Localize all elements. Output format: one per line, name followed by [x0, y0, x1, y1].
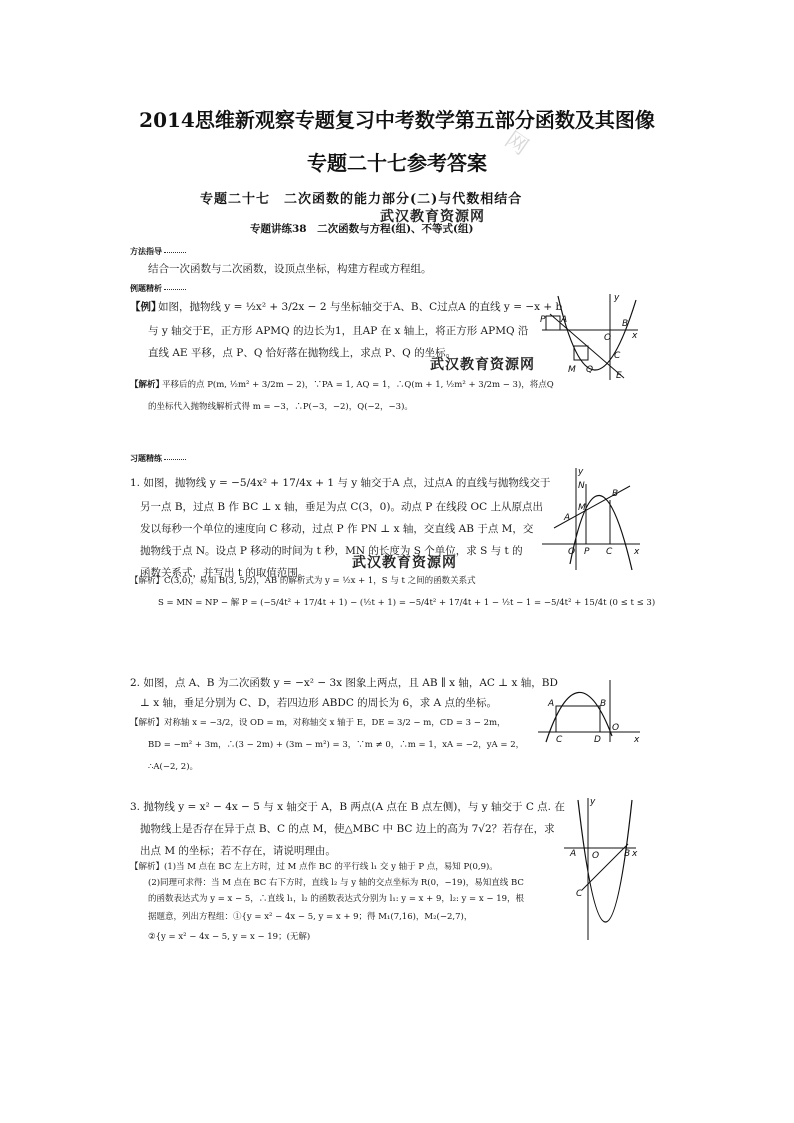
q2-label-A: A [548, 699, 555, 709]
q2-label-O: O [612, 723, 620, 733]
sheet-header: 专题二十七 二次函数的能力部分(二)与代数相结合 [200, 192, 523, 207]
sheet-subheader: 专题讲练38 二次函数与方程(组)、不等式(组) [250, 223, 474, 235]
q2-label-B: B [600, 699, 607, 709]
example-tag: 【例】 [130, 301, 162, 313]
q1-label-B: B [612, 489, 619, 499]
q1-label-P: P [584, 547, 590, 557]
q3-solution-2: (2)同理可求得：当 M 点在 BC 右下方时，直线 l₂ 与 y 轴的交点坐标为 R(0，−19)，易知直线 BC [148, 878, 524, 888]
q1-line-2: 另一点 B，过点 B 作 BC ⊥ x 轴，垂足为点 C(3，0)。动点 P 在线段 OC 上从原点出 [140, 501, 544, 513]
ex-label-A: A [561, 315, 568, 325]
q1-label-x: x [634, 547, 640, 557]
q3-solution-3: 的函数表达式为 y = x − 5，∴直线 l₁，l₂ 的函数表达式分别为 l₁: y = x + 9，l₂: y = x − 19，根 [148, 894, 525, 904]
watermark-stamp: 网 [500, 127, 533, 161]
q3-label-A: A [570, 849, 577, 859]
q2-label-D: D [594, 735, 601, 745]
ex-label-x: x [632, 331, 638, 341]
example-line-3: 直线 AE 平移，点 P、Q 恰好落在抛物线上，求点 P、Q 的坐标。 [148, 347, 457, 359]
q3-line-3: 出点 M 的坐标；若不存在，请说明理由。 [140, 845, 336, 857]
q2-solution-1: 【解析】对称轴 x = −3/2，设 OD = m，对称轴交 x 轴于 E，DE = 3/2 − m，CD = 3 − 2m， [130, 718, 506, 728]
q1-line-4: 抛物线于点 N。设点 P 移动的时间为 t 秒，MN 的长度为 S 个单位，求 S 与 t 的 [140, 545, 523, 557]
example-line-1: 如图，抛物线 y = ½x² + 3/2x − 2 与坐标轴交于A、B、C过点A 的直线 y = −x + b [158, 301, 563, 313]
q3-label-B: B [624, 849, 631, 859]
practice-label: 习题精练 [130, 453, 186, 464]
q1-line-5: 函数关系式，并写出 t 的取值范围。 [140, 567, 309, 579]
ex-label-M: M [568, 365, 576, 375]
watermark-text: 武汉教育资源网 [352, 555, 457, 571]
q3-line-2: 抛物线上是否存在异于点 B、C 的点 M，使△MBC 中 BC 边上的高为 7√2？若存在，求 [140, 823, 555, 835]
example-solution-tag: 【解析】 [130, 380, 165, 390]
q2-line-2: ⊥ x 轴，垂足分别为 C、D，若四边形 ABDC 的周长为 6，求 A 点的坐标。 [140, 697, 497, 709]
ex-label-Q: Q [586, 365, 594, 375]
ex-label-P: P [540, 315, 546, 325]
q3-solution-5: ②{y = x² − 4x − 5, y = x − 19；(无解) [148, 932, 311, 942]
q1-label-C: C [606, 547, 613, 557]
example-label: 例题精析 [130, 283, 186, 294]
q3-label-y: y [590, 797, 596, 807]
ex-label-E: E [616, 371, 622, 381]
q3-label-O: O [592, 851, 600, 861]
q3-solution-4: 据题意，列出方程组：①{y = x² − 4x − 5, y = x + 9；得 M₁(7,16)，M₂(−2,7)， [148, 912, 473, 922]
method-text: 结合一次函数与二次函数，设顶点坐标，构建方程或方程组。 [148, 263, 432, 275]
ex-label-O: O [604, 333, 612, 343]
ex-label-B: B [622, 319, 629, 329]
q3-label-C: C [576, 889, 583, 899]
ex-label-C: C [614, 351, 621, 361]
q2-label-C: C [556, 735, 563, 745]
q3-label-x: x [632, 849, 638, 859]
watermark-text: 武汉教育资源网 [430, 357, 535, 373]
q1-line-3: 发以每秒一个单位的速度向 C 移动，过点 P 作 PN ⊥ x 轴，交直线 AB 于点 M，交 [140, 523, 534, 535]
q1-figure [540, 464, 644, 574]
q3-figure [560, 794, 640, 944]
q1-line-1: 1. 如图，抛物线 y = −5/4x² + 17/4x + 1 与 y 轴交于A 点，过点A 的直线与抛物线交于 [130, 477, 551, 489]
document-subtitle: 专题二十七参考答案 [307, 151, 487, 175]
document-title: 2014思维新观察专题复习中考数学第五部分函数及其图像 [139, 108, 655, 132]
q1-solution-2: S = MN = NP − 解 P = (−5/4t² + 17/4t + 1) − (½t + 1) = −5/4t² + 17/4t + 1 − ½t − 1 = −5/4t² + 15/4t (0 ≤ t ≤ 3) [158, 598, 656, 608]
watermark-text: 武汉教育资源网 [380, 209, 485, 225]
example-figure [540, 292, 640, 382]
example-solution-1: 平移后的点 P(m, ½m² + 3/2m − 2)，∵PA = 1, AQ = 1，∴Q(m + 1, ½m² + 3/2m − 3)，将点Q [162, 380, 554, 390]
q2-figure [536, 676, 644, 746]
ex-label-y: y [614, 293, 620, 303]
q1-label-y: y [578, 467, 584, 477]
method-label: 方法指导 [130, 246, 186, 257]
q1-label-M: M [578, 503, 586, 513]
example-solution-2: 的坐标代入抛物线解析式得 m = −3，∴P(−3，−2)，Q(−2，−3)。 [148, 402, 413, 412]
q2-label-x: x [634, 735, 640, 745]
q3-line-1: 3. 抛物线 y = x² − 4x − 5 与 x 轴交于 A，B 两点(A 点在 B 点左侧)，与 y 轴交于 C 点. 在 [130, 801, 565, 813]
q1-label-O: O [568, 547, 576, 557]
q3-solution-1: 【解析】(1)当 M 点在 BC 左上方时，过 M 点作 BC 的平行线 l₁ 交 y 轴于 P 点，易知 P(0,9)。 [130, 862, 498, 872]
q2-solution-3: ∴A(−2, 2)。 [148, 762, 199, 772]
q2-solution-2: BD = −m² + 3m，∴(3 − 2m) + (3m − m²) = 3，∵m ≠ 0，∴m = 1，xA = −2，yA = 2， [148, 740, 525, 750]
q2-line-1: 2. 如图，点 A、B 为二次函数 y = −x² − 3x 图象上两点，且 AB ∥ x 轴，AC ⊥ x 轴，BD [130, 677, 558, 689]
example-line-2: 与 y 轴交于E，正方形 APMQ 的边长为1，且AP 在 x 轴上，将正方形 APMQ 沿 [148, 325, 529, 337]
q1-label-N: N [578, 481, 585, 491]
q1-solution-1: 【解析】C(3,0)，易知 B(3, 5/2)，AB 的解析式为 y = ½x + 1，S 与 t 之间的函数关系式 [130, 576, 476, 586]
q1-label-A: A [564, 513, 571, 523]
